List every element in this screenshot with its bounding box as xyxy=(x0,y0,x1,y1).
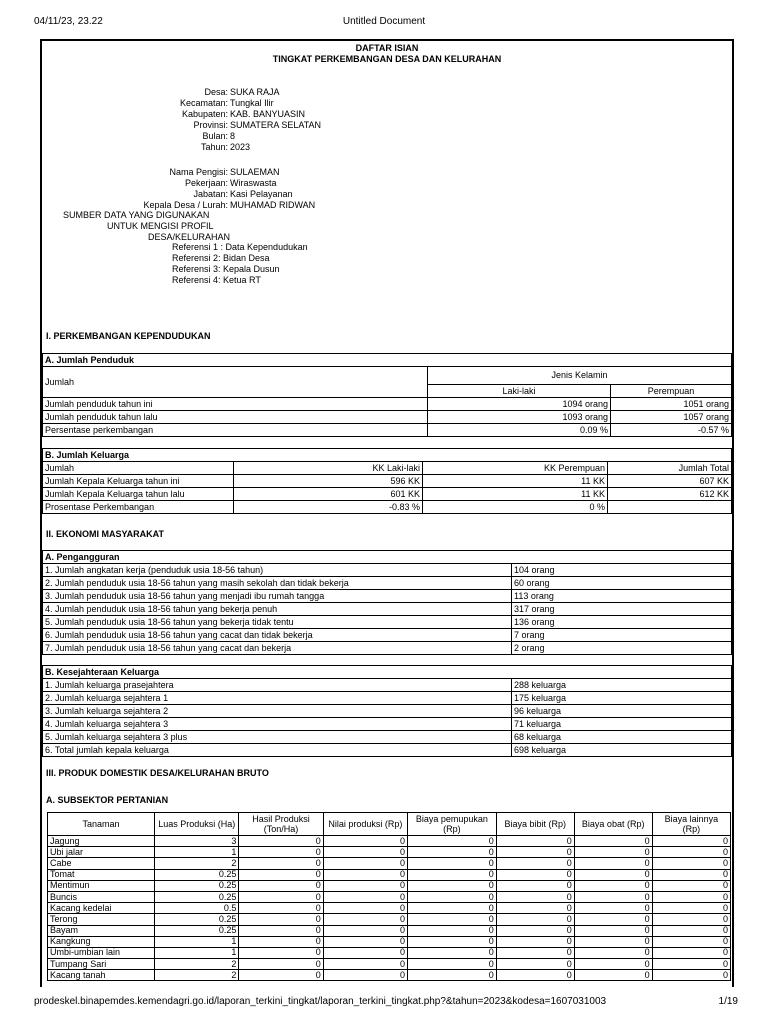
lainnya-value: 0 xyxy=(652,869,730,880)
tanaman-name: Tomat xyxy=(48,869,155,880)
hasil-value: 0 xyxy=(239,914,323,925)
pertanian-table xyxy=(47,812,731,981)
row-label: 1. Jumlah keluarga prasejahtera xyxy=(43,679,512,692)
obat-value: 0 xyxy=(574,903,652,914)
laki-value: 1094 orang xyxy=(428,398,611,411)
hasil-value: 0 xyxy=(239,959,323,970)
tanaman-name: Cabe xyxy=(48,858,155,869)
bibit-value: 0 xyxy=(496,836,574,847)
jumlah-keluarga-table xyxy=(42,448,732,514)
pemupukan-value: 0 xyxy=(407,891,496,902)
nilai-value: 0 xyxy=(323,880,407,891)
pertanian-header: Biaya lainnya (Rp) xyxy=(652,813,730,836)
bibit-value: 0 xyxy=(496,914,574,925)
lainnya-value: 0 xyxy=(652,970,730,981)
lainnya-value: 0 xyxy=(652,914,730,925)
table-row xyxy=(43,577,732,590)
info-row xyxy=(42,131,732,142)
hasil-value: 0 xyxy=(239,847,323,858)
table-row xyxy=(48,970,731,981)
tanaman-name: Kangkung xyxy=(48,936,155,947)
document-frame xyxy=(40,39,734,987)
tanaman-name: Tumpang Sari xyxy=(48,959,155,970)
row-label: Jumlah Kepala Keluarga tahun ini xyxy=(43,475,234,488)
perempuan-value: 1051 orang xyxy=(611,398,732,411)
tanaman-name: Jagung xyxy=(48,836,155,847)
pertanian-header: Biaya obat (Rp) xyxy=(574,813,652,836)
row-value: 2 orang xyxy=(512,642,732,655)
luas-value: 0.25 xyxy=(155,869,239,880)
luas-value: 0.25 xyxy=(155,914,239,925)
pengisi-row xyxy=(42,189,732,200)
jp-header-perempuan: Perempuan xyxy=(611,385,732,398)
luas-value: 1 xyxy=(155,847,239,858)
bibit-value: 0 xyxy=(496,970,574,981)
table-row xyxy=(43,411,732,424)
row-label: Persentase perkembangan xyxy=(43,424,428,437)
table-row xyxy=(43,398,732,411)
jp-header-laki: Laki-laki xyxy=(428,385,611,398)
table-row xyxy=(48,914,731,925)
luas-value: 0.25 xyxy=(155,880,239,891)
luas-value: 1 xyxy=(155,947,239,958)
info-value: SUKA RAJA xyxy=(230,87,280,97)
table-row xyxy=(48,959,731,970)
row-label: 4. Jumlah keluarga sejahtera 3 xyxy=(43,718,512,731)
lainnya-value: 0 xyxy=(652,959,730,970)
kk-perempuan-value: 0 % xyxy=(423,501,608,514)
pengisi-value: Wiraswasta xyxy=(230,178,277,188)
total-value: 607 KK xyxy=(608,475,732,488)
table-row xyxy=(48,925,731,936)
pertanian-header: Nilai produksi (Rp) xyxy=(323,813,407,836)
pertanian-title: A. SUBSEKTOR PERTANIAN xyxy=(46,795,169,805)
luas-value: 0.5 xyxy=(155,903,239,914)
row-value: 288 keluarga xyxy=(512,679,732,692)
print-url: prodeskel.binapemdes.kemendagri.go.id/laporan_terkini_tingkat/laporan_terkini_tingkat.php?&tahun=2023&kodesa=1607031003 xyxy=(34,996,607,1007)
row-label: 2. Jumlah penduduk usia 18-56 tahun yang masih sekolah dan tidak bekerja xyxy=(43,577,512,590)
kk-laki-value: 596 KK xyxy=(234,475,423,488)
doc-subtitle: TINGKAT PERKEMBANGAN DESA DAN KELURAHAN xyxy=(272,54,502,64)
luas-value: 2 xyxy=(155,959,239,970)
info-value: KAB. BANYUASIN xyxy=(230,109,306,119)
pengisi-key: Pekerjaan: xyxy=(184,178,228,188)
hasil-value: 0 xyxy=(239,836,323,847)
table-row xyxy=(43,501,732,514)
info-row xyxy=(42,87,732,98)
tanaman-name: Ubi jalar xyxy=(48,847,155,858)
lainnya-value: 0 xyxy=(652,847,730,858)
nilai-value: 0 xyxy=(323,947,407,958)
bibit-value: 0 xyxy=(496,858,574,869)
pertanian-header: Biaya bibit (Rp) xyxy=(496,813,574,836)
pengangguran-title: A. Pengangguran xyxy=(43,551,732,564)
row-label: 2. Jumlah keluarga sejahtera 1 xyxy=(43,692,512,705)
hasil-value: 0 xyxy=(239,947,323,958)
pengisi-value: MUHAMAD RIDWAN xyxy=(230,200,316,210)
pengisi-row xyxy=(42,167,732,178)
luas-value: 2 xyxy=(155,858,239,869)
row-value: 698 keluarga xyxy=(512,744,732,757)
print-header xyxy=(0,16,768,28)
pertanian-header: Luas Produksi (Ha) xyxy=(155,813,239,836)
bibit-value: 0 xyxy=(496,891,574,902)
table-row xyxy=(43,718,732,731)
jk-header-total: Jumlah Total xyxy=(608,462,732,475)
info-value: Tungkal Ilir xyxy=(230,98,274,108)
pengisi-key: Jabatan: xyxy=(193,189,228,199)
referensi-item: Referensi 1 : Data Kependudukan xyxy=(172,242,308,252)
lainnya-value: 0 xyxy=(652,936,730,947)
kk-perempuan-value: 11 KK xyxy=(423,475,608,488)
bibit-value: 0 xyxy=(496,880,574,891)
jumlah-penduduk-title: A. Jumlah Penduduk xyxy=(43,354,732,367)
jk-header-kk-laki: KK Laki-laki xyxy=(234,462,423,475)
table-row xyxy=(48,869,731,880)
row-value: 60 orang xyxy=(512,577,732,590)
info-key: Kabupaten: xyxy=(181,109,228,119)
pemupukan-value: 0 xyxy=(407,947,496,958)
pengangguran-table xyxy=(42,550,732,655)
obat-value: 0 xyxy=(574,947,652,958)
row-label: Jumlah penduduk tahun lalu xyxy=(43,411,428,424)
doc-title: DAFTAR ISIAN xyxy=(355,43,419,53)
info-value: SUMATERA SELATAN xyxy=(230,120,322,130)
info-row xyxy=(42,98,732,109)
row-value: 113 orang xyxy=(512,590,732,603)
bibit-value: 0 xyxy=(496,947,574,958)
section-1-title: I. PERKEMBANGAN KEPENDUDUKAN xyxy=(46,331,211,341)
pemupukan-value: 0 xyxy=(407,970,496,981)
pemupukan-value: 0 xyxy=(407,925,496,936)
pemupukan-value: 0 xyxy=(407,880,496,891)
table-row xyxy=(43,616,732,629)
hasil-value: 0 xyxy=(239,903,323,914)
lainnya-value: 0 xyxy=(652,880,730,891)
nilai-value: 0 xyxy=(323,970,407,981)
referensi-item: Referensi 4: Ketua RT xyxy=(172,275,261,285)
kesejahteraan-table xyxy=(42,665,732,757)
lainnya-value: 0 xyxy=(652,891,730,902)
nilai-value: 0 xyxy=(323,869,407,880)
section-3-title: III. PRODUK DOMESTIK DESA/KELURAHAN BRUTO xyxy=(46,768,269,778)
jp-header-jumlah: Jumlah xyxy=(43,367,428,398)
info-row xyxy=(42,109,732,120)
row-label: 7. Jumlah penduduk usia 18-56 tahun yang cacat dan bekerja xyxy=(43,642,512,655)
table-row xyxy=(43,679,732,692)
row-value: 104 orang xyxy=(512,564,732,577)
info-key: Bulan: xyxy=(202,131,228,141)
table-row xyxy=(48,936,731,947)
print-page: 1/19 xyxy=(718,996,738,1007)
nilai-value: 0 xyxy=(323,847,407,858)
luas-value: 3 xyxy=(155,836,239,847)
nilai-value: 0 xyxy=(323,858,407,869)
total-value: 612 KK xyxy=(608,488,732,501)
pemupukan-value: 0 xyxy=(407,914,496,925)
obat-value: 0 xyxy=(574,925,652,936)
pengisi-value: SULAEMAN xyxy=(230,167,280,177)
total-value xyxy=(608,501,732,514)
table-row xyxy=(43,629,732,642)
hasil-value: 0 xyxy=(239,970,323,981)
nilai-value: 0 xyxy=(323,903,407,914)
luas-value: 0.25 xyxy=(155,891,239,902)
pemupukan-value: 0 xyxy=(407,858,496,869)
row-value: 71 keluarga xyxy=(512,718,732,731)
pertanian-header: Hasil Produksi (Ton/Ha) xyxy=(239,813,323,836)
table-row xyxy=(48,947,731,958)
info-value: 8 xyxy=(230,131,236,141)
nilai-value: 0 xyxy=(323,914,407,925)
pengisi-key: Kepala Desa / Lurah: xyxy=(143,200,228,210)
bibit-value: 0 xyxy=(496,936,574,947)
obat-value: 0 xyxy=(574,959,652,970)
hasil-value: 0 xyxy=(239,880,323,891)
info-row xyxy=(42,142,732,153)
info-value: 2023 xyxy=(230,142,251,152)
info-key: Desa: xyxy=(204,87,228,97)
pemupukan-value: 0 xyxy=(407,903,496,914)
pertanian-header: Biaya pemupukan (Rp) xyxy=(407,813,496,836)
obat-value: 0 xyxy=(574,880,652,891)
row-label: 5. Jumlah penduduk usia 18-56 tahun yang bekerja tidak tentu xyxy=(43,616,512,629)
table-row xyxy=(43,642,732,655)
sumber-line-2: UNTUK MENGISI PROFIL xyxy=(107,221,214,231)
row-label: 3. Jumlah keluarga sejahtera 2 xyxy=(43,705,512,718)
hasil-value: 0 xyxy=(239,869,323,880)
table-row xyxy=(43,705,732,718)
jk-header-kk-perempuan: KK Perempuan xyxy=(423,462,608,475)
laki-value: 0.09 % xyxy=(428,424,611,437)
kk-laki-value: -0.83 % xyxy=(234,501,423,514)
table-row xyxy=(43,488,732,501)
row-label: 6. Jumlah penduduk usia 18-56 tahun yang cacat dan tidak bekerja xyxy=(43,629,512,642)
lainnya-value: 0 xyxy=(652,903,730,914)
pemupukan-value: 0 xyxy=(407,936,496,947)
table-row xyxy=(43,692,732,705)
pemupukan-value: 0 xyxy=(407,847,496,858)
table-row xyxy=(48,880,731,891)
row-label: 6. Total jumlah kepala keluarga xyxy=(43,744,512,757)
obat-value: 0 xyxy=(574,891,652,902)
tanaman-name: Bayam xyxy=(48,925,155,936)
table-row xyxy=(48,847,731,858)
tanaman-name: Buncis xyxy=(48,891,155,902)
nilai-value: 0 xyxy=(323,925,407,936)
print-title: Untitled Document xyxy=(342,16,426,27)
sumber-line-3: DESA/KELURAHAN xyxy=(148,232,231,242)
row-value: 68 keluarga xyxy=(512,731,732,744)
bibit-value: 0 xyxy=(496,869,574,880)
lainnya-value: 0 xyxy=(652,925,730,936)
perempuan-value: -0.57 % xyxy=(611,424,732,437)
tanaman-name: Kacang tanah xyxy=(48,970,155,981)
print-datetime: 04/11/23, 23.22 xyxy=(34,16,103,27)
lainnya-value: 0 xyxy=(652,836,730,847)
row-label: Prosentase Perkembangan xyxy=(43,501,234,514)
obat-value: 0 xyxy=(574,914,652,925)
pertanian-header: Tanaman xyxy=(48,813,155,836)
hasil-value: 0 xyxy=(239,936,323,947)
table-row xyxy=(43,731,732,744)
table-row xyxy=(48,836,731,847)
luas-value: 2 xyxy=(155,970,239,981)
row-value: 7 orang xyxy=(512,629,732,642)
row-label: 4. Jumlah penduduk usia 18-56 tahun yang bekerja penuh xyxy=(43,603,512,616)
obat-value: 0 xyxy=(574,847,652,858)
info-key: Tahun: xyxy=(200,142,228,152)
pengisi-key: Nama Pengisi: xyxy=(169,167,228,177)
row-label: 5. Jumlah keluarga sejahtera 3 plus xyxy=(43,731,512,744)
pemupukan-value: 0 xyxy=(407,959,496,970)
row-label: Jumlah penduduk tahun ini xyxy=(43,398,428,411)
lainnya-value: 0 xyxy=(652,947,730,958)
tanaman-name: Umbi-umbian lain xyxy=(48,947,155,958)
row-label: Jumlah Kepala Keluarga tahun lalu xyxy=(43,488,234,501)
jk-header-jumlah: Jumlah xyxy=(43,462,234,475)
info-key: Kecamatan: xyxy=(179,98,228,108)
nilai-value: 0 xyxy=(323,836,407,847)
pengisi-value: Kasi Pelayanan xyxy=(230,189,293,199)
pemupukan-value: 0 xyxy=(407,869,496,880)
bibit-value: 0 xyxy=(496,959,574,970)
obat-value: 0 xyxy=(574,858,652,869)
obat-value: 0 xyxy=(574,970,652,981)
luas-value: 0.25 xyxy=(155,925,239,936)
table-row xyxy=(48,903,731,914)
referensi-item: Referensi 3: Kepala Dusun xyxy=(172,264,280,274)
table-row xyxy=(48,858,731,869)
info-key: Provinsi: xyxy=(193,120,228,130)
jp-header-jenis-kelamin: Jenis Kelamin xyxy=(428,367,732,385)
tanaman-name: Terong xyxy=(48,914,155,925)
row-label: 3. Jumlah penduduk usia 18-56 tahun yang menjadi ibu rumah tangga xyxy=(43,590,512,603)
kesejahteraan-title: B. Kesejahteraan Keluarga xyxy=(43,666,732,679)
kk-laki-value: 601 KK xyxy=(234,488,423,501)
table-row xyxy=(43,475,732,488)
bibit-value: 0 xyxy=(496,903,574,914)
bibit-value: 0 xyxy=(496,925,574,936)
kk-perempuan-value: 11 KK xyxy=(423,488,608,501)
obat-value: 0 xyxy=(574,936,652,947)
table-row xyxy=(43,590,732,603)
table-row xyxy=(43,603,732,616)
hasil-value: 0 xyxy=(239,858,323,869)
table-row xyxy=(43,424,732,437)
nilai-value: 0 xyxy=(323,936,407,947)
luas-value: 1 xyxy=(155,936,239,947)
referensi-item: Referensi 2: Bidan Desa xyxy=(172,253,270,263)
obat-value: 0 xyxy=(574,869,652,880)
laki-value: 1093 orang xyxy=(428,411,611,424)
info-row xyxy=(42,120,732,131)
lainnya-value: 0 xyxy=(652,858,730,869)
row-value: 317 orang xyxy=(512,603,732,616)
hasil-value: 0 xyxy=(239,925,323,936)
section-2-title: II. EKONOMI MASYARAKAT xyxy=(46,529,165,539)
pemupukan-value: 0 xyxy=(407,836,496,847)
jumlah-penduduk-table xyxy=(42,353,732,437)
tanaman-name: Kacang kedelai xyxy=(48,903,155,914)
jumlah-keluarga-title: B. Jumlah Keluarga xyxy=(43,449,732,462)
row-label: 1. Jumlah angkatan kerja (penduduk usia 18-56 tahun) xyxy=(43,564,512,577)
pengisi-row xyxy=(42,178,732,189)
nilai-value: 0 xyxy=(323,959,407,970)
row-value: 136 orang xyxy=(512,616,732,629)
table-row xyxy=(43,564,732,577)
table-row xyxy=(48,891,731,902)
tanaman-name: Mentimun xyxy=(48,880,155,891)
nilai-value: 0 xyxy=(323,891,407,902)
row-value: 175 keluarga xyxy=(512,692,732,705)
sumber-line-1: SUMBER DATA YANG DIGUNAKAN xyxy=(63,210,210,220)
obat-value: 0 xyxy=(574,836,652,847)
bibit-value: 0 xyxy=(496,847,574,858)
perempuan-value: 1057 orang xyxy=(611,411,732,424)
hasil-value: 0 xyxy=(239,891,323,902)
row-value: 96 keluarga xyxy=(512,705,732,718)
table-row xyxy=(43,744,732,757)
